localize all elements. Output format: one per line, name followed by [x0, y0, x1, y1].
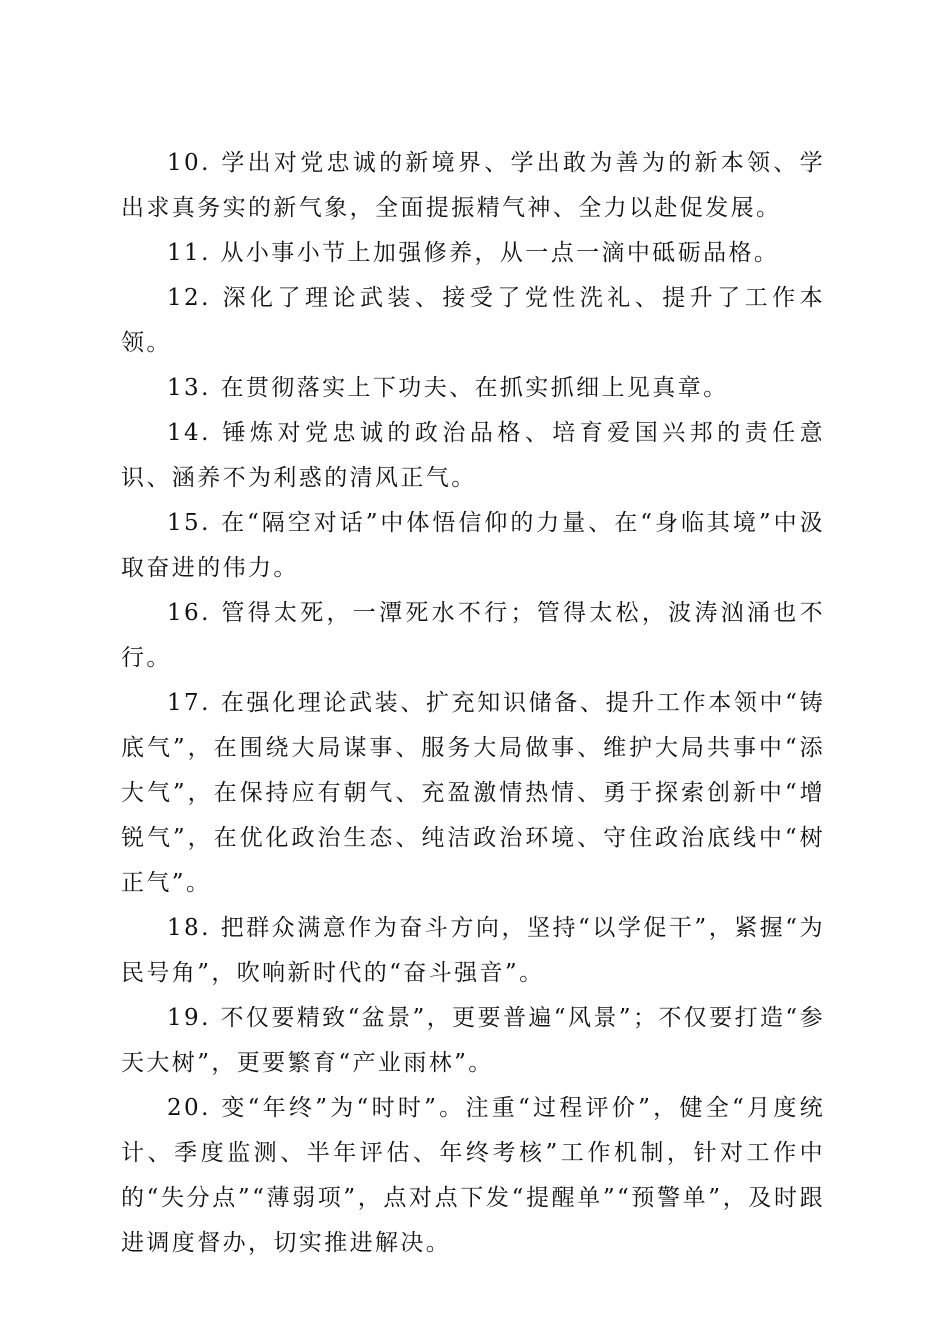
document-body [121, 141, 825, 1266]
paragraph-15: 15. 在“隔空对话”中体悟信仰的力量、在“身临其境”中汲取奋进的伟力。 [121, 510, 825, 581]
paragraph-10: 10. 学出对党忠诚的新境界、学出敢为善为的新本领、学出求真务实的新气象，全面提振精气神、全力以赴促发展。 [121, 150, 825, 221]
paragraph-19: 19. 不仅要精致“盆景”，更要普遍“风景”；不仅要打造“参天大树”，更要繁育“产业雨林”。 [121, 1005, 825, 1076]
paragraph-18: 18. 把群众满意作为奋斗方向，坚持“以学促干”，紧握“为民号角”，吹响新时代的“奋斗强音”。 [121, 915, 825, 986]
paragraph-14: 14. 锤炼对党忠诚的政治品格、培育爱国兴邦的责任意识、涵养不为利惑的清风正气。 [121, 420, 825, 491]
paragraph-12: 12. 深化了理论武装、接受了党性洗礼、提升了工作本领。 [121, 285, 825, 356]
paragraph-16: 16. 管得太死，一潭死水不行；管得太松，波涛汹涌也不行。 [121, 600, 825, 671]
paragraph-17: 17. 在强化理论武装、扩充知识储备、提升工作本领中“铸底气”，在围绕大局谋事、服务大局做事、维护大局共事中“添大气”，在保持应有朝气、充盈激情热情、勇于探索创新中“增锐气”，在优化政治生态、纯洁政治环境、守住政治底线中“树正气”。 [121, 690, 825, 896]
paragraph-13: 13. 在贯彻落实上下功夫、在抓实抓细上见真章。 [167, 375, 729, 401]
paragraph-11: 11. 从小事小节上加强修养，从一点一滴中砥砺品格。 [167, 240, 780, 266]
paragraph-20: 20. 变“年终”为“时时”。注重“过程评价”，健全“月度统计、季度监测、半年评估、年终考核”工作机制，针对工作中的“失分点”“薄弱项”，点对点下发“提醒单”“预警单”，及时跟进调度督办，切实推进解决。 [121, 1095, 825, 1256]
